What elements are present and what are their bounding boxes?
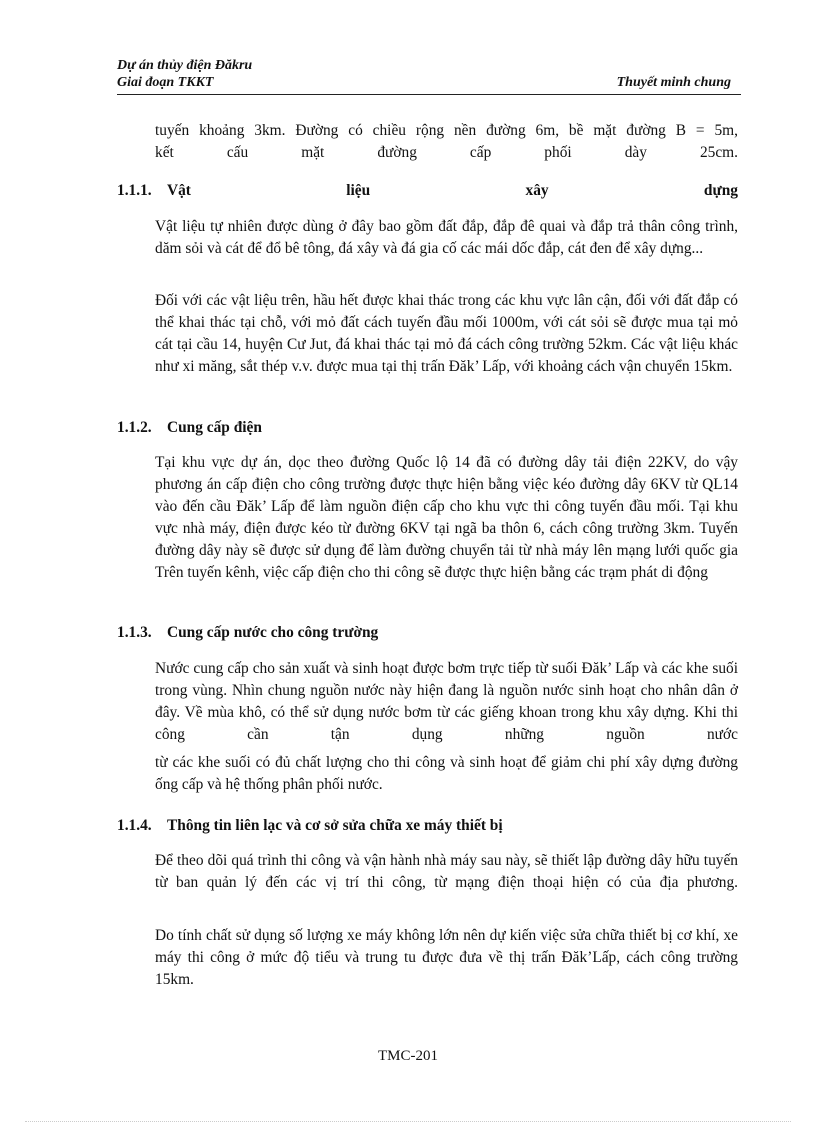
- paragraph: Do tính chất sử dụng số lượng xe máy không lớn nên dự kiến việc sửa chữa thiết bị cơ khí, xe máy thi công ở mức độ tiểu và trung tu được đưa về thị trấn Đăk’Lấp, cách công trường 15km.: [155, 927, 738, 988]
- section-title: Cung cấp điện: [167, 419, 262, 436]
- paragraph: Để theo dõi quá trình thi công và vận hành nhà máy sau này, sẽ thiết lập đường dây hữu tuyến từ ban quản lý đến các vị trí thi công, từ mạng điện thoại hiện có của địa phương.: [155, 852, 738, 891]
- section-number: 1.1.3.: [117, 624, 152, 641]
- section-number: 1.1.1.: [117, 182, 152, 199]
- section-number: 1.1.2.: [117, 419, 152, 436]
- project-phase: Giai đoạn TKKT: [117, 75, 214, 90]
- section-number: 1.1.4.: [117, 817, 152, 834]
- paragraph: Đối với các vật liệu trên, hầu hết được khai thác trong các khu vực lân cận, đối với đất đắp có thể khai thác tại chỗ, với mỏ đất cách tuyến đầu mối 1000m, với cát sỏi sẽ được mua tại mỏ cát tại cầu 14, huyện Cư Jut, đá khai thác tại mỏ đá cách công trường 52km. Các vật liệu khác như xi măng, sắt thép v.v. được mua tại thị trấn Đăk’ Lấp, với khoảng cách vận chuyển 15km.: [155, 292, 738, 375]
- heading-word: dựng: [703, 182, 738, 199]
- section-title: Cung cấp nước cho công trường: [167, 624, 379, 641]
- intro-line-2: kết cấu mặt đường cấp phối dày 25cm.: [155, 144, 738, 161]
- paragraph: Vật liệu tự nhiên được dùng ở đây bao gồm đất đắp, đắp đê quai và đắp trả thân công trình, dăm sỏi và cát để đổ bê tông, đá xây và đá gia cố các mái dốc đắp, cát đen để xây dựng...: [155, 218, 738, 257]
- project-name: Dự án thủy điện Đăkru: [117, 58, 253, 73]
- heading-word: xây: [525, 182, 549, 199]
- page-bottom-border: [25, 1121, 791, 1122]
- section-heading-1-1-1: [117, 180, 738, 202]
- section-heading-1-1-2: [117, 417, 738, 439]
- section-heading-1-1-4: [117, 815, 738, 837]
- paragraph: từ các khe suối có đủ chất lượng cho thi công và sinh hoạt để giảm chi phí xây dựng đường ống cấp và hệ thống phân phối nước.: [155, 754, 738, 793]
- document-title: Thuyết minh chung: [616, 75, 731, 90]
- heading-word: Vật: [167, 182, 191, 199]
- section-title: Thông tin liên lạc và cơ sở sửa chữa xe máy thiết bị: [167, 817, 503, 834]
- heading-word: liệu: [346, 182, 371, 199]
- paragraph: Tại khu vực dự án, dọc theo đường Quốc lộ 14 đã có đường dây tải điện 22KV, do vậy phương án cấp điện cho công trường được thực hiện bằng việc kéo đường dây 6KV từ QL14 vào đến cầu Đăk’ Lấp để làm nguồn điện cấp cho khu vực thi công tuyến đầu mối. Tại khu vực nhà máy, điện được kéo từ đường 6KV tại ngã ba thôn 6, cách công trường 3km. Tuyến đường dây này sẽ được sử dụng để làm đường chuyển tải từ nhà máy lên mạng lưới quốc gia Trên tuyến kênh, việc cấp điện cho thi công sẽ được thực hiện bằng các trạm phát di động: [155, 454, 738, 581]
- page-header: [117, 56, 741, 95]
- intro-line-1: tuyến khoảng 3km. Đường có chiều rộng nền đường 6m, bề mặt đường B = 5m,: [155, 122, 738, 139]
- paragraph: Nước cung cấp cho sản xuất và sinh hoạt được bơm trực tiếp từ suối Đăk’ Lấp và các khe suối trong vùng. Nhìn chung nguồn nước này hiện đang là nguồn nước sinh hoạt cho nhân dân ở đây. Về mùa khô, có thể sử dụng nước bơm từ các giếng khoan trong khu xây dựng. Khi thi công cần tận dụng những nguồn nước: [155, 660, 738, 743]
- page-footer: TMC-201: [378, 1048, 438, 1064]
- section-heading-1-1-3: [117, 622, 738, 644]
